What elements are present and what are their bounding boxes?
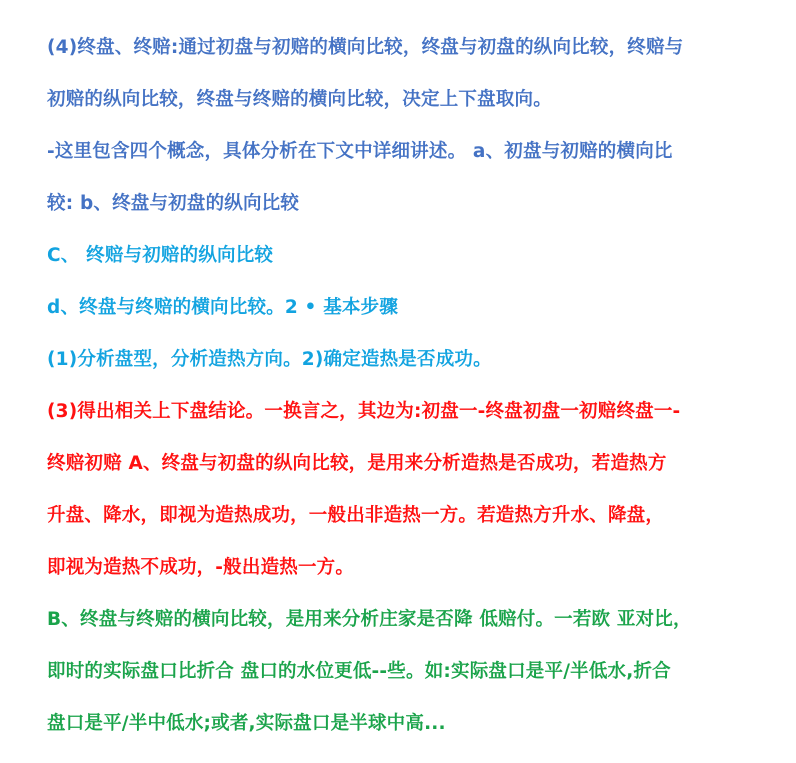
paragraph-conclusion [47,398,767,606]
paragraph-d [47,294,767,346]
text-line: 终赔初赔 A、终盘与初盘的纵向比较，是用来分析造热是否成功，若造热方 [47,453,667,474]
text-line: C、 终赔与初赔的纵向比较 [47,245,274,266]
paragraph-b [47,606,767,762]
text-line: 升盘、降水，即视为造热成功，一般出非造热一方。若造热方升水、降盘， [47,505,665,526]
paragraph-steps [47,346,767,398]
text-line: B、终盘与终赔的横向比较，是用来分析庄家是否降 低赔付。一若欧 亚对比， [47,609,692,630]
paragraph-c [47,242,767,294]
text-line: 盘口是平/半中低水;或者,实际盘口是半球中高... [47,713,446,734]
text-line: (3)得出相关上下盘结论。一换言之，其边为:初盘一-终盘初盘一初赔终盘一- [47,401,681,422]
paragraph-final-odds [47,34,767,138]
text-line: d、终盘与终赔的横向比较。2 • 基本步骤 [47,297,399,318]
text-line: 即视为造热不成功，-般出造热一方。 [47,557,355,578]
text-line: 初赔的纵向比较，终盘与终赔的横向比较，决定上下盘取向。 [47,89,552,110]
paragraph-four-concepts [47,138,767,242]
document-body [47,34,767,762]
text-line: -这里包含四个概念，具体分析在下文中详细讲述。 a、初盘与初赔的横向比 [47,141,673,162]
text-line: (1)分析盘型，分析造热方向。2)确定造热是否成功。 [47,349,492,370]
text-line: 较: b、终盘与初盘的纵向比较 [47,193,300,214]
text-line: 即时的实际盘口比折合 盘口的水位更低--些。如:实际盘口是平/半低水,折合 [47,661,671,682]
text-line: (4)终盘、终赔:通过初盘与初赔的横向比较，终盘与初盘的纵向比较，终赔与 [47,37,684,58]
